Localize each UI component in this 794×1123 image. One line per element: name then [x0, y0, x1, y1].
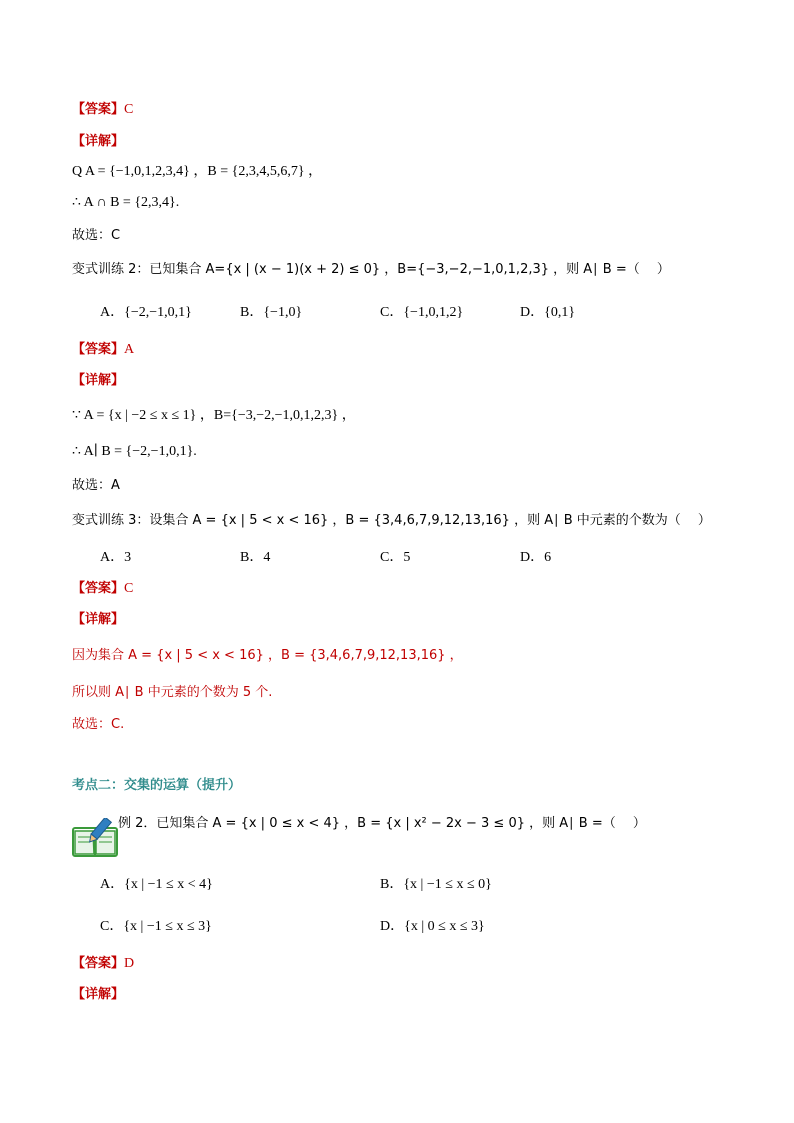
answer-label: 【答案】 — [72, 102, 125, 117]
question-text: 例 2．已知集合 A = {x | 0 ≤ x < 4} ，B = {x | x² − 2x − 3 ≤ 0} ，则 A∣ B =（ ） — [118, 816, 646, 831]
solution-line: Q A = {−1,0,1,2,3,4} ，B = {2,3,4,5,6,7} ， — [72, 164, 323, 179]
option-b: B．{−1,0} — [240, 305, 303, 320]
answer-line — [72, 580, 133, 598]
option-d: D．6 — [520, 550, 552, 565]
solution-line: 因为集合 A = {x | 5 < x < 16} ，B = {3,4,6,7,9,12,13,16} ， — [72, 648, 463, 663]
question-text: 变式训练 3：设集合 A = {x | 5 < x < 16} ，B = {3,4,6,7,9,12,13,16} ，则 A∣ B 中元素的个数为（ ） — [72, 513, 711, 528]
answer-label: 【答案】 — [72, 342, 125, 357]
conclusion-line: 故选：A — [72, 478, 120, 493]
conclusion-line: 故选：C. — [72, 717, 125, 732]
answer-value: D — [124, 956, 135, 971]
detail-label: 【详解】 — [72, 987, 125, 1002]
option-c: C．{x | −1 ≤ x ≤ 3} — [100, 919, 212, 934]
answer-value: C — [124, 581, 134, 596]
section-heading: 考点二：交集的运算（提升） — [72, 778, 242, 793]
answer-line — [72, 341, 134, 359]
option-a: A．3 — [100, 550, 132, 565]
detail-label: 【详解】 — [72, 612, 125, 627]
detail-label: 【详解】 — [72, 373, 125, 388]
option-c: C．5 — [380, 550, 411, 565]
option-d: D．{x | 0 ≤ x ≤ 3} — [380, 919, 485, 934]
solution-line: ∴ A ∩ B = {2,3,4}. — [72, 195, 180, 210]
answer-value: A — [124, 342, 135, 357]
answer-line — [72, 101, 133, 119]
option-b: B．4 — [240, 550, 271, 565]
detail-label: 【详解】 — [72, 134, 125, 149]
conclusion-line: 故选：C — [72, 228, 121, 243]
option-a: A．{x | −1 ≤ x < 4} — [100, 877, 213, 892]
option-c: C．{−1,0,1,2} — [380, 305, 464, 320]
answer-label: 【答案】 — [72, 581, 125, 596]
option-a: A．{−2,−1,0,1} — [100, 305, 192, 320]
option-b: B．{x | −1 ≤ x ≤ 0} — [380, 877, 492, 892]
question-text: 变式训练 2：已知集合 A={x | (x − 1)(x + 2) ≤ 0} ，B={−3,−2,−1,0,1,2,3} ，则 A∣ B =（ ） — [72, 262, 670, 277]
solution-line: 所以则 A∣ B 中元素的个数为 5 个. — [72, 685, 273, 700]
option-d: D．{0,1} — [520, 305, 576, 320]
solution-line: ∴ A∣ B = {−2,−1,0,1}. — [72, 444, 197, 459]
book-pencil-icon — [72, 818, 118, 858]
solution-line: ∵ A = {x | −2 ≤ x ≤ 1} ，B={−3,−2,−1,0,1,2,3} ， — [72, 408, 356, 423]
answer-line — [72, 955, 134, 973]
answer-value: C — [124, 102, 134, 117]
answer-label: 【答案】 — [72, 956, 125, 971]
